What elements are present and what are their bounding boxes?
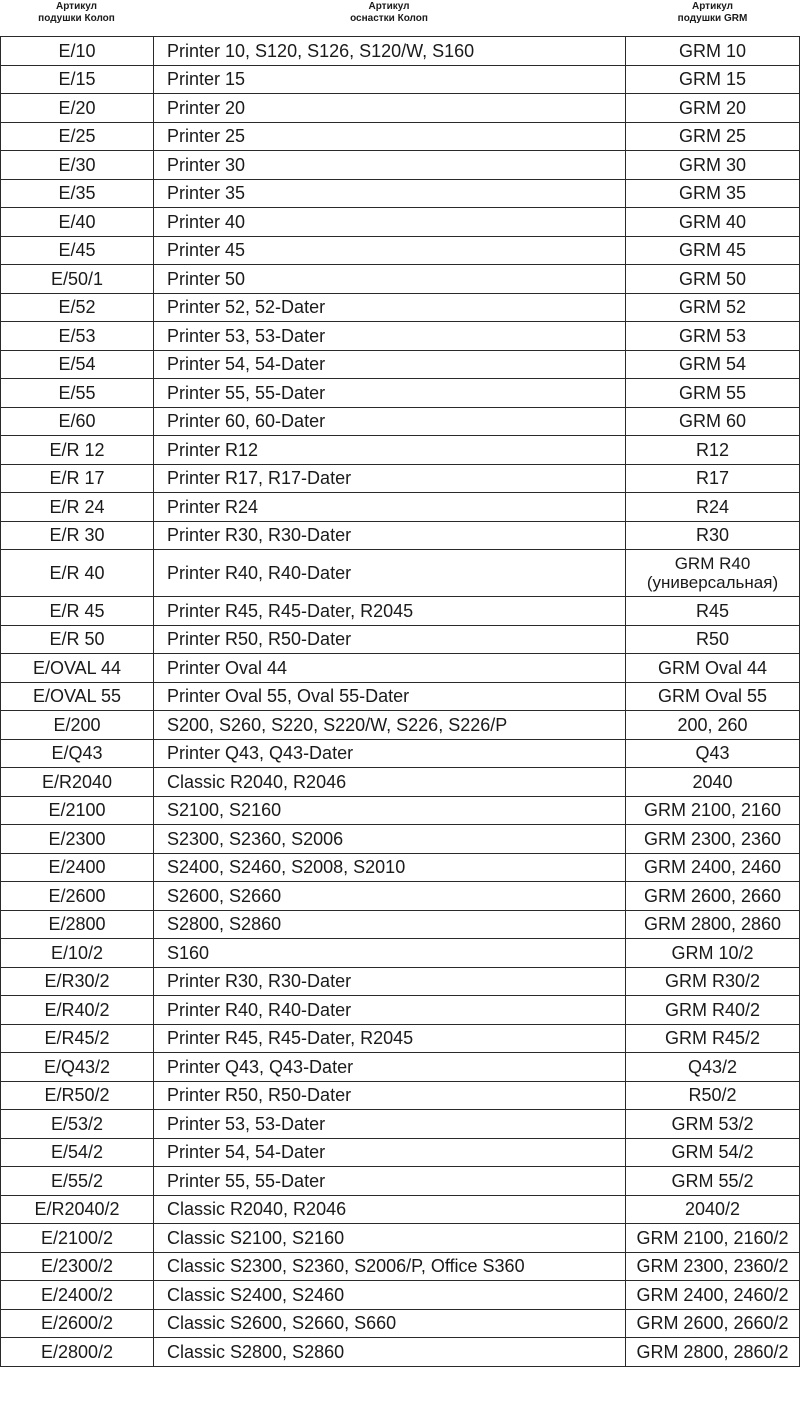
grm-pad-code: GRM 10 xyxy=(626,37,800,66)
colop-stamp-models: Printer R12 xyxy=(154,436,626,465)
grm-pad-code: GRM 2100, 2160 xyxy=(626,796,800,825)
table-row xyxy=(1,407,800,436)
colop-stamp-models: Classic S2300, S2360, S2006/P, Office S360 xyxy=(154,1252,626,1281)
table-row xyxy=(1,967,800,996)
table-row xyxy=(1,521,800,550)
grm-pad-code: GRM R30/2 xyxy=(626,967,800,996)
grm-pad-code: GRM 2400, 2460/2 xyxy=(626,1281,800,1310)
grm-pad-code: GRM 60 xyxy=(626,407,800,436)
colop-pad-code: E/52 xyxy=(1,293,154,322)
table-row xyxy=(1,882,800,911)
table-row xyxy=(1,293,800,322)
grm-pad-code: 2040 xyxy=(626,768,800,797)
table-row xyxy=(1,711,800,740)
grm-pad-code: GRM 54 xyxy=(626,350,800,379)
header-line: Артикул xyxy=(55,1,98,12)
colop-pad-code: E/25 xyxy=(1,122,154,151)
colop-pad-code: E/R2040 xyxy=(1,768,154,797)
compatibility-table xyxy=(0,36,800,1367)
colop-stamp-models: S2100, S2160 xyxy=(154,796,626,825)
colop-stamp-models: Printer 55, 55-Dater xyxy=(154,379,626,408)
colop-stamp-models: S2400, S2460, S2008, S2010 xyxy=(154,853,626,882)
colop-stamp-models: Printer 52, 52-Dater xyxy=(154,293,626,322)
grm-pad-code: 200, 260 xyxy=(626,711,800,740)
table-row xyxy=(1,825,800,854)
grm-pad-code: GRM 40 xyxy=(626,208,800,237)
grm-pad-code: GRM 53/2 xyxy=(626,1110,800,1139)
grm-pad-code: GRM 54/2 xyxy=(626,1138,800,1167)
table-row xyxy=(1,1195,800,1224)
table-row xyxy=(1,1024,800,1053)
colop-stamp-models: Classic S2400, S2460 xyxy=(154,1281,626,1310)
grm-pad-code: Q43/2 xyxy=(626,1053,800,1082)
table-row xyxy=(1,1252,800,1281)
colop-pad-code: E/2600 xyxy=(1,882,154,911)
header-line: подушки GRM xyxy=(677,13,748,24)
colop-stamp-models: Printer Q43, Q43-Dater xyxy=(154,1053,626,1082)
colop-pad-code: E/55 xyxy=(1,379,154,408)
colop-stamp-models: Classic S2100, S2160 xyxy=(154,1224,626,1253)
grm-pad-code: GRM 2300, 2360/2 xyxy=(626,1252,800,1281)
header-colop-pad-article xyxy=(0,1,153,25)
table-row xyxy=(1,853,800,882)
colop-stamp-models: Printer Oval 44 xyxy=(154,654,626,683)
colop-pad-code: E/2600/2 xyxy=(1,1309,154,1338)
table-row xyxy=(1,739,800,768)
grm-pad-code: GRM 10/2 xyxy=(626,939,800,968)
colop-pad-code: E/2400 xyxy=(1,853,154,882)
table-row xyxy=(1,796,800,825)
table-row xyxy=(1,597,800,626)
colop-stamp-models: Printer R40, R40-Dater xyxy=(154,550,626,597)
colop-pad-code: E/50/1 xyxy=(1,265,154,294)
colop-pad-code: E/10/2 xyxy=(1,939,154,968)
grm-pad-code: GRM 45 xyxy=(626,236,800,265)
colop-pad-code: E/R 17 xyxy=(1,464,154,493)
table-row xyxy=(1,910,800,939)
table-row xyxy=(1,37,800,66)
colop-stamp-models: Printer 60, 60-Dater xyxy=(154,407,626,436)
colop-stamp-models: Printer 40 xyxy=(154,208,626,237)
grm-pad-code: GRM 2400, 2460 xyxy=(626,853,800,882)
header-line: Артикул xyxy=(691,1,734,12)
header-line: подушки Колоп xyxy=(38,13,115,24)
table-row xyxy=(1,996,800,1025)
table-row xyxy=(1,654,800,683)
table-row xyxy=(1,1167,800,1196)
table-row xyxy=(1,151,800,180)
colop-stamp-models: Printer Q43, Q43-Dater xyxy=(154,739,626,768)
colop-pad-code: E/2100/2 xyxy=(1,1224,154,1253)
colop-pad-code: E/2800/2 xyxy=(1,1338,154,1367)
colop-pad-code: E/54/2 xyxy=(1,1138,154,1167)
colop-pad-code: E/2800 xyxy=(1,910,154,939)
colop-stamp-models: Printer R40, R40-Dater xyxy=(154,996,626,1025)
colop-pad-code: E/10 xyxy=(1,37,154,66)
colop-stamp-models: Printer 20 xyxy=(154,94,626,123)
table-row xyxy=(1,768,800,797)
grm-pad-name: GRM R40 xyxy=(674,554,751,573)
grm-pad-code: GRM Oval 44 xyxy=(626,654,800,683)
colop-stamp-models: Printer R45, R45-Dater, R2045 xyxy=(154,1024,626,1053)
grm-pad-code: GRM 55/2 xyxy=(626,1167,800,1196)
grm-pad-code: GRM 50 xyxy=(626,265,800,294)
table-row xyxy=(1,625,800,654)
colop-stamp-models: S2600, S2660 xyxy=(154,882,626,911)
colop-stamp-models: Printer 15 xyxy=(154,65,626,94)
colop-pad-code: E/Q43/2 xyxy=(1,1053,154,1082)
colop-pad-code: E/R30/2 xyxy=(1,967,154,996)
colop-pad-code: E/R 30 xyxy=(1,521,154,550)
grm-pad-code: R50 xyxy=(626,625,800,654)
colop-pad-code: E/R 40 xyxy=(1,550,154,597)
table-row xyxy=(1,322,800,351)
colop-pad-code: E/2300 xyxy=(1,825,154,854)
grm-pad-code: R50/2 xyxy=(626,1081,800,1110)
colop-pad-code: E/R 50 xyxy=(1,625,154,654)
colop-pad-code: E/20 xyxy=(1,94,154,123)
colop-pad-code: E/OVAL 44 xyxy=(1,654,154,683)
table-row xyxy=(1,682,800,711)
grm-pad-code: GRM Oval 55 xyxy=(626,682,800,711)
colop-pad-code: E/R 45 xyxy=(1,597,154,626)
colop-stamp-models: Classic S2800, S2860 xyxy=(154,1338,626,1367)
colop-stamp-models: Printer 54, 54-Dater xyxy=(154,350,626,379)
table-row xyxy=(1,236,800,265)
colop-pad-code: E/R 12 xyxy=(1,436,154,465)
colop-stamp-models: Classic S2600, S2660, S660 xyxy=(154,1309,626,1338)
table-row xyxy=(1,493,800,522)
colop-stamp-models: Printer R17, R17-Dater xyxy=(154,464,626,493)
table-row xyxy=(1,939,800,968)
colop-stamp-models: Printer R50, R50-Dater xyxy=(154,625,626,654)
colop-stamp-models: Printer 50 xyxy=(154,265,626,294)
grm-pad-code: 2040/2 xyxy=(626,1195,800,1224)
colop-pad-code: E/53 xyxy=(1,322,154,351)
grm-pad-note: (универсальная) xyxy=(646,573,779,592)
table-row xyxy=(1,1081,800,1110)
table-row xyxy=(1,179,800,208)
grm-pad-code: GRM 53 xyxy=(626,322,800,351)
grm-pad-code: GRM 2800, 2860 xyxy=(626,910,800,939)
colop-stamp-models: Printer R30, R30-Dater xyxy=(154,521,626,550)
table-row xyxy=(1,1110,800,1139)
colop-stamp-models: Classic R2040, R2046 xyxy=(154,1195,626,1224)
colop-stamp-models: Printer 10, S120, S126, S120/W, S160 xyxy=(154,37,626,66)
colop-stamp-models: Printer R50, R50-Dater xyxy=(154,1081,626,1110)
colop-stamp-models: Printer 53, 53-Dater xyxy=(154,322,626,351)
table-row xyxy=(1,550,800,597)
colop-pad-code: E/R2040/2 xyxy=(1,1195,154,1224)
grm-pad-code: GRM 30 xyxy=(626,151,800,180)
table-row xyxy=(1,1224,800,1253)
colop-stamp-models: S200, S260, S220, S220/W, S226, S226/P xyxy=(154,711,626,740)
grm-pad-code: GRM 25 xyxy=(626,122,800,151)
table-row xyxy=(1,94,800,123)
colop-stamp-models: Printer 35 xyxy=(154,179,626,208)
colop-stamp-models: Printer 45 xyxy=(154,236,626,265)
table-row xyxy=(1,350,800,379)
table-row xyxy=(1,1053,800,1082)
table-row xyxy=(1,464,800,493)
colop-pad-code: E/R50/2 xyxy=(1,1081,154,1110)
table-header xyxy=(0,0,800,36)
colop-stamp-models: Printer R30, R30-Dater xyxy=(154,967,626,996)
colop-pad-code: E/55/2 xyxy=(1,1167,154,1196)
colop-pad-code: E/2300/2 xyxy=(1,1252,154,1281)
colop-stamp-models: Printer 25 xyxy=(154,122,626,151)
grm-pad-code: R30 xyxy=(626,521,800,550)
colop-pad-code: E/15 xyxy=(1,65,154,94)
header-line: Артикул xyxy=(368,1,410,12)
grm-pad-code: R24 xyxy=(626,493,800,522)
grm-pad-code: R17 xyxy=(626,464,800,493)
colop-pad-code: E/OVAL 55 xyxy=(1,682,154,711)
table-row xyxy=(1,1338,800,1367)
grm-pad-code: GRM R45/2 xyxy=(626,1024,800,1053)
colop-stamp-models: Printer R45, R45-Dater, R2045 xyxy=(154,597,626,626)
grm-pad-code: GRM 2300, 2360 xyxy=(626,825,800,854)
colop-stamp-models: S2300, S2360, S2006 xyxy=(154,825,626,854)
colop-pad-code: E/R 24 xyxy=(1,493,154,522)
table-row xyxy=(1,436,800,465)
colop-pad-code: E/53/2 xyxy=(1,1110,154,1139)
colop-pad-code: E/40 xyxy=(1,208,154,237)
colop-stamp-models: Printer 54, 54-Dater xyxy=(154,1138,626,1167)
colop-stamp-models: Printer 55, 55-Dater xyxy=(154,1167,626,1196)
table-row xyxy=(1,122,800,151)
grm-pad-code: GRM 2100, 2160/2 xyxy=(626,1224,800,1253)
table-row xyxy=(1,208,800,237)
colop-stamp-models: S160 xyxy=(154,939,626,968)
colop-pad-code: E/2400/2 xyxy=(1,1281,154,1310)
colop-pad-code: E/54 xyxy=(1,350,154,379)
grm-pad-code: GRM R40/2 xyxy=(626,996,800,1025)
colop-stamp-models: S2800, S2860 xyxy=(154,910,626,939)
header-line: оснастки Колоп xyxy=(350,13,428,24)
colop-pad-code: E/2100 xyxy=(1,796,154,825)
grm-pad-code: GRM 55 xyxy=(626,379,800,408)
grm-pad-code: Q43 xyxy=(626,739,800,768)
colop-pad-code: E/30 xyxy=(1,151,154,180)
colop-stamp-models: Classic R2040, R2046 xyxy=(154,768,626,797)
table-row xyxy=(1,65,800,94)
header-colop-stamp-article xyxy=(153,1,625,25)
colop-pad-code: E/R40/2 xyxy=(1,996,154,1025)
header-grm-pad-article xyxy=(625,1,800,25)
table-row xyxy=(1,1309,800,1338)
colop-stamp-models: Printer 30 xyxy=(154,151,626,180)
grm-pad-code: GRM 2600, 2660 xyxy=(626,882,800,911)
table-row xyxy=(1,1138,800,1167)
table-body xyxy=(1,37,800,1367)
colop-stamp-models: Printer 53, 53-Dater xyxy=(154,1110,626,1139)
grm-pad-code: GRM 20 xyxy=(626,94,800,123)
grm-pad-code: GRM 35 xyxy=(626,179,800,208)
colop-pad-code: E/45 xyxy=(1,236,154,265)
grm-pad-code xyxy=(626,550,800,597)
grm-pad-code: R12 xyxy=(626,436,800,465)
grm-pad-code: R45 xyxy=(626,597,800,626)
colop-stamp-models: Printer R24 xyxy=(154,493,626,522)
table-row xyxy=(1,379,800,408)
colop-stamp-models: Printer Oval 55, Oval 55-Dater xyxy=(154,682,626,711)
grm-pad-code: GRM 52 xyxy=(626,293,800,322)
grm-pad-code: GRM 15 xyxy=(626,65,800,94)
table-row xyxy=(1,265,800,294)
grm-pad-code: GRM 2800, 2860/2 xyxy=(626,1338,800,1367)
colop-pad-code: E/200 xyxy=(1,711,154,740)
colop-pad-code: E/35 xyxy=(1,179,154,208)
table-row xyxy=(1,1281,800,1310)
grm-pad-code: GRM 2600, 2660/2 xyxy=(626,1309,800,1338)
colop-pad-code: E/Q43 xyxy=(1,739,154,768)
colop-pad-code: E/R45/2 xyxy=(1,1024,154,1053)
colop-pad-code: E/60 xyxy=(1,407,154,436)
